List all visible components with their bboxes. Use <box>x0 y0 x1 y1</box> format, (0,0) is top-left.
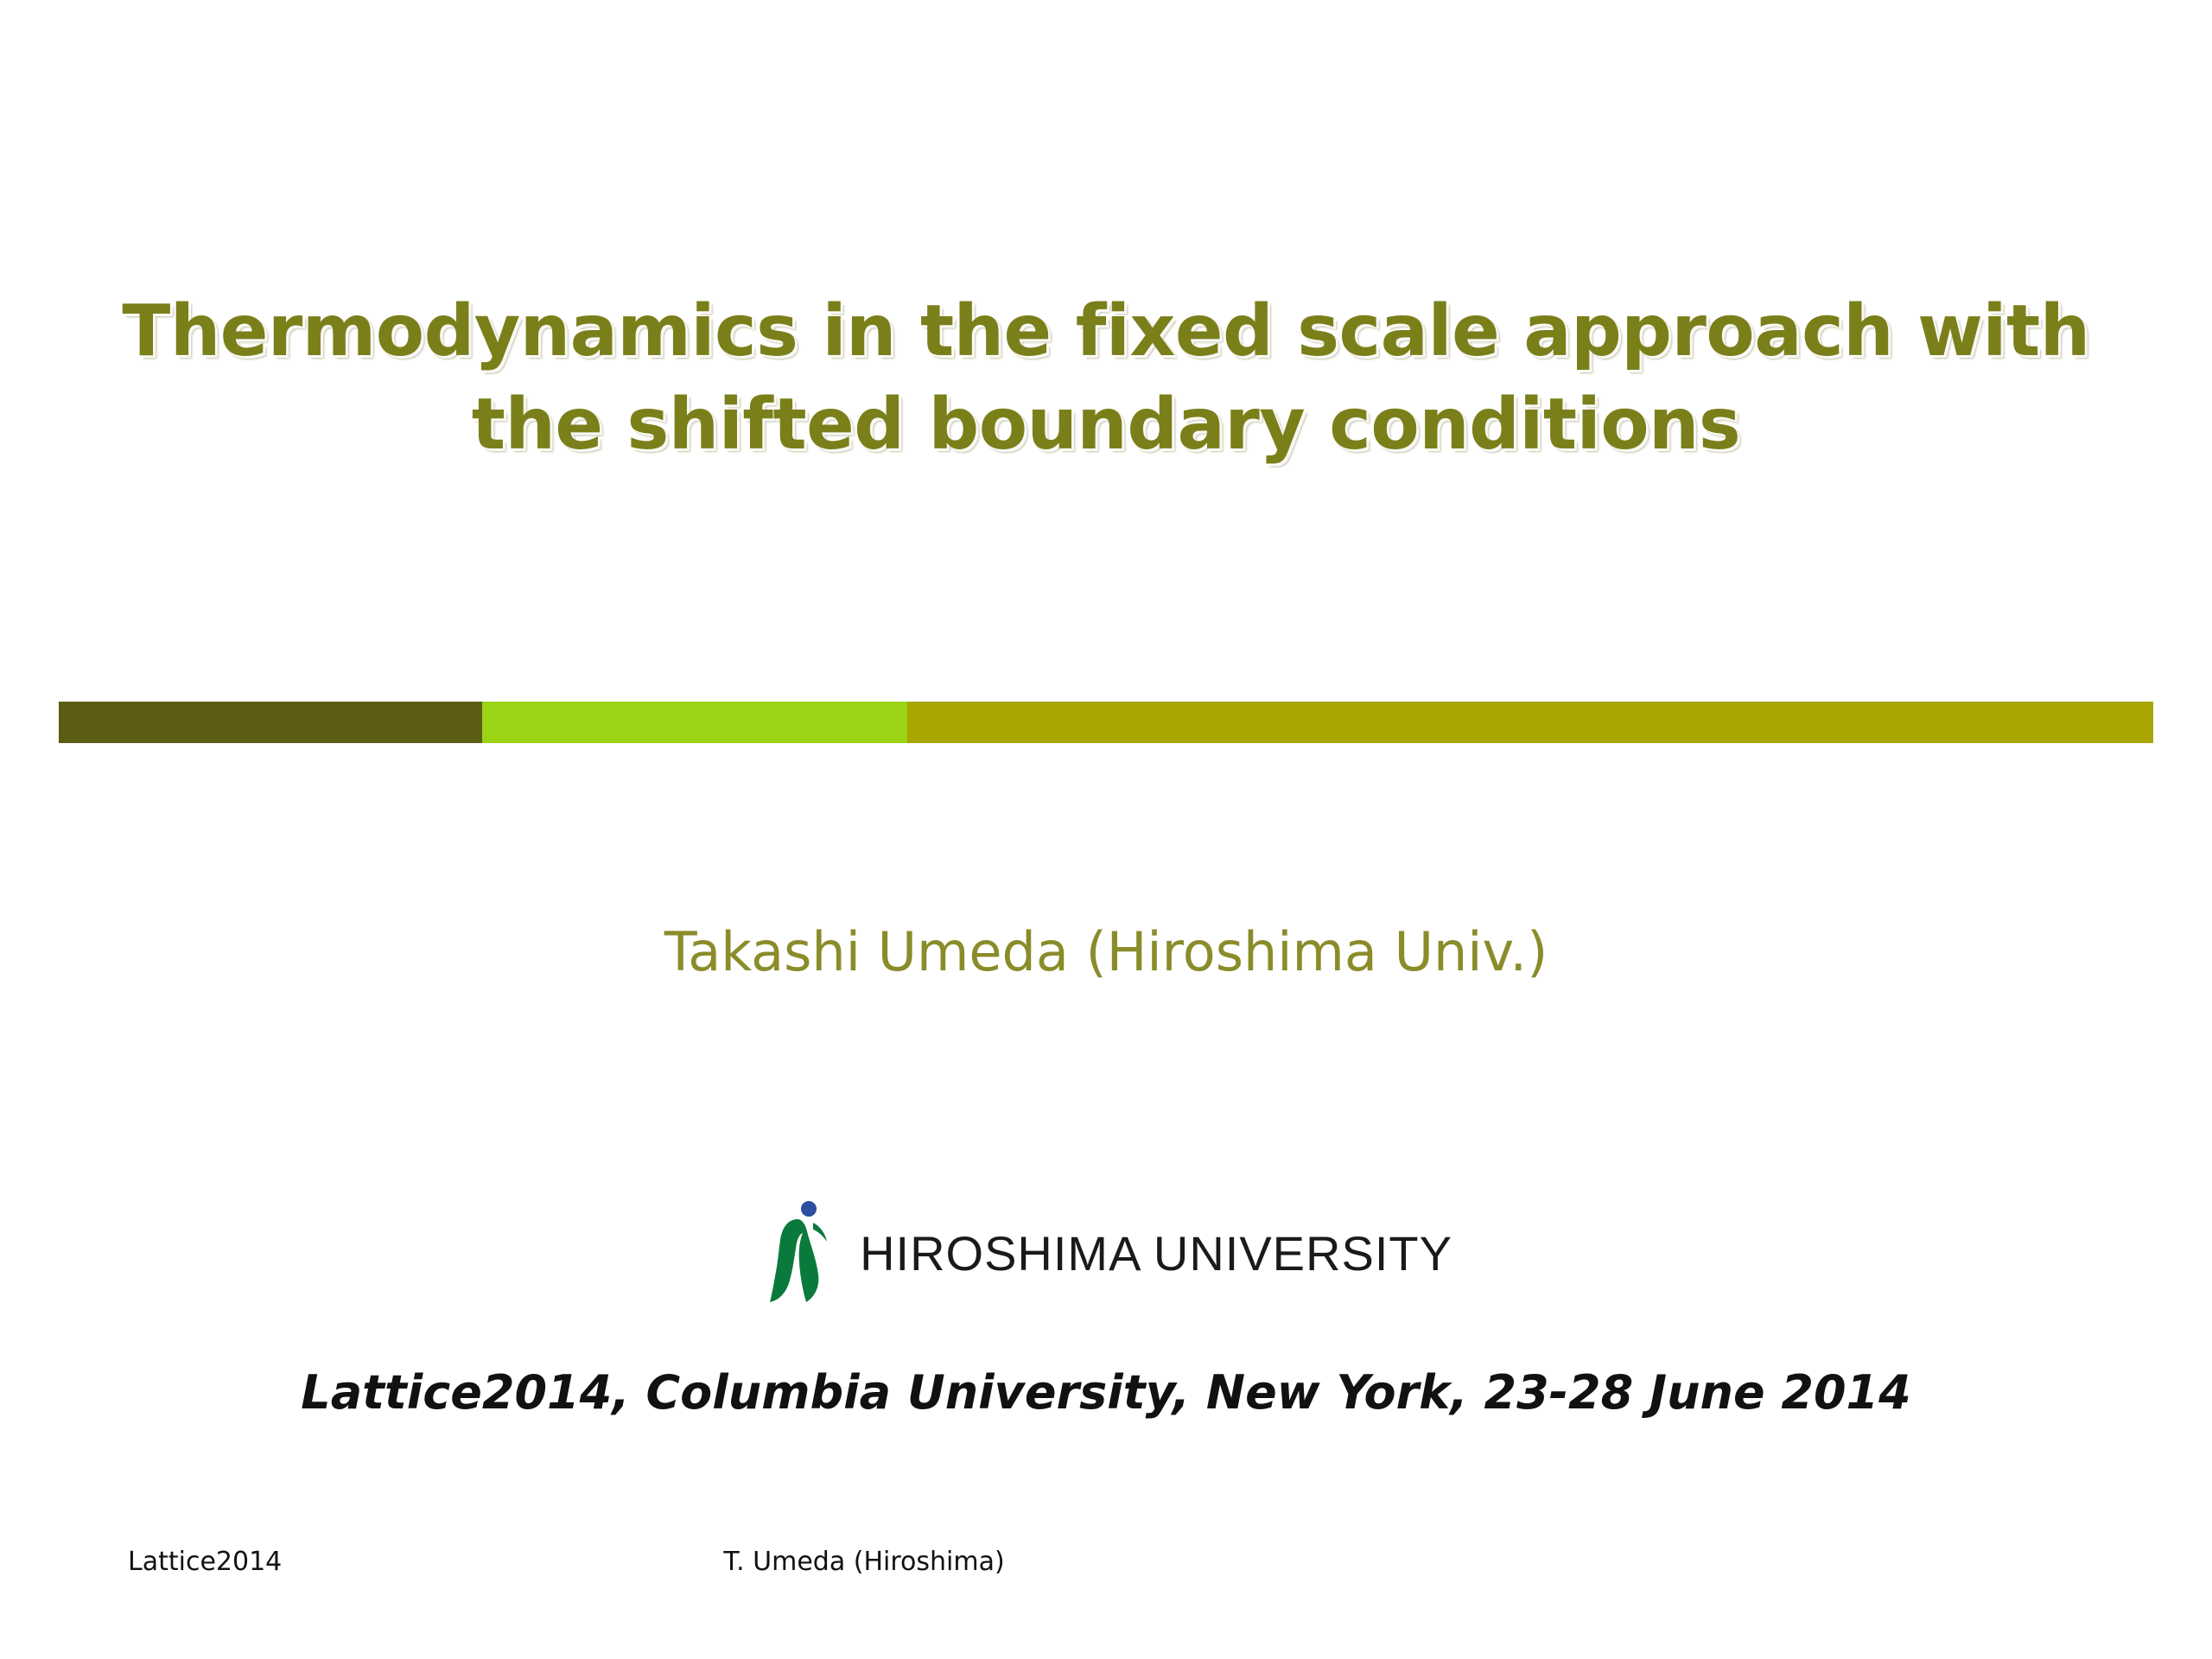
divider-segment-dark <box>59 702 482 743</box>
conference-info: Lattice2014, Columbia University, New York, 23-28 June 2014 <box>301 1365 1911 1420</box>
footer-left-label: Lattice2014 <box>128 1547 283 1577</box>
footer-center-label: T. Umeda (Hiroshima) <box>723 1547 1005 1577</box>
logo-text: HIROSHIMA UNIVERSITY <box>860 1225 1452 1281</box>
divider-segment-olive <box>907 702 2153 743</box>
logo <box>0 1197 2212 1309</box>
hiroshima-university-logo-icon <box>760 1197 837 1309</box>
divider-segment-bright <box>482 702 907 743</box>
author-name: Takashi Umeda (Hiroshima Univ.) <box>664 920 1548 983</box>
divider-bar <box>59 702 2153 743</box>
page-title: Thermodynamics in the fixed scale approach with the shifted boundary conditions <box>122 290 2090 467</box>
